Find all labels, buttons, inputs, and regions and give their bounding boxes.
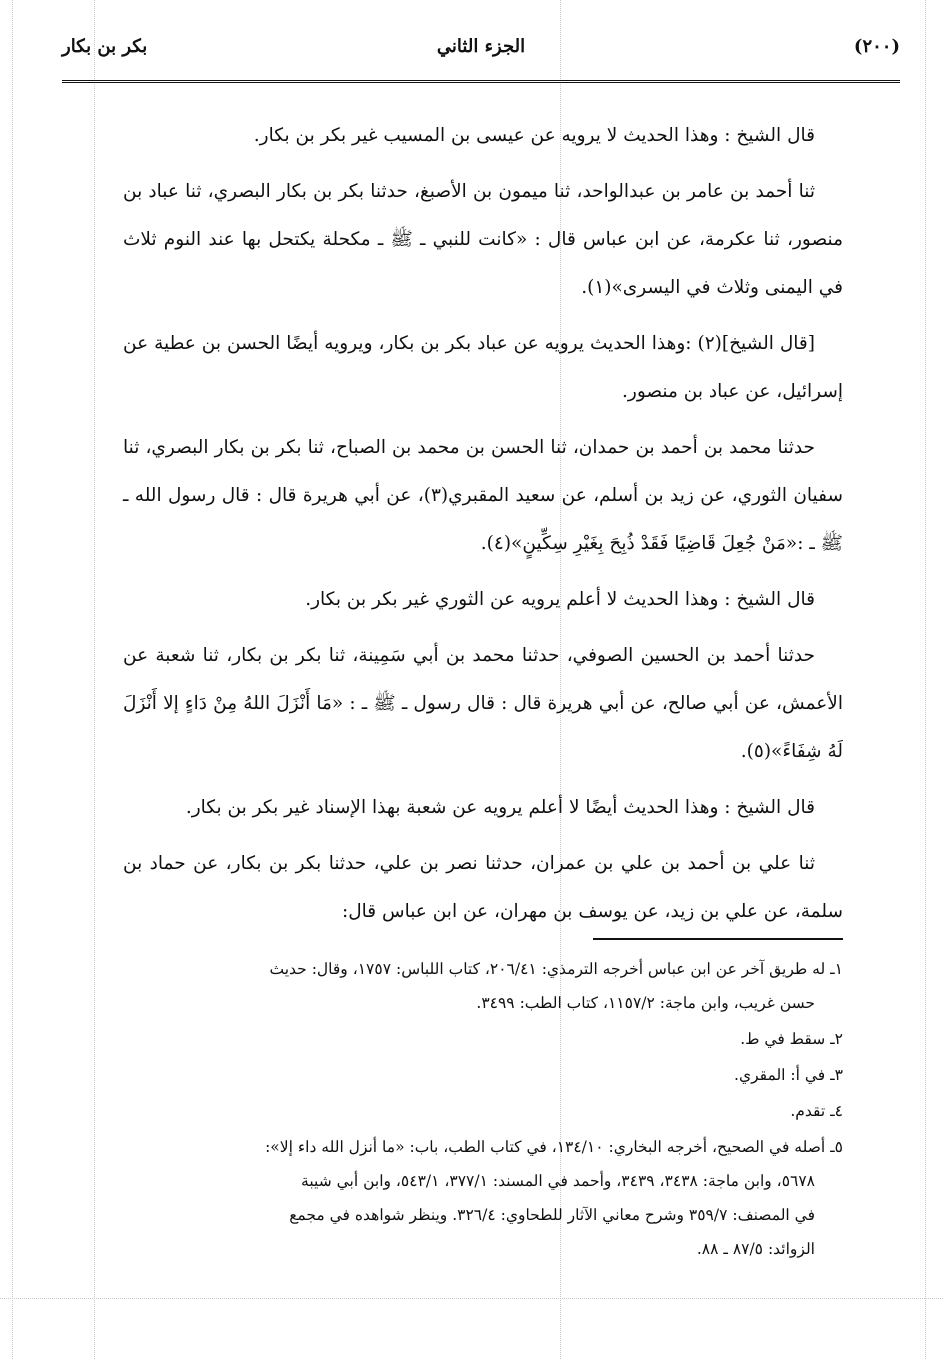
header-rule bbox=[62, 80, 900, 83]
footnote-text: ٥ـ أصله في الصحيح، أخرجه البخاري: ١٣٤/١٠، في كتاب الطب، باب: «ما أنزل الله داء إلا»: bbox=[265, 1138, 843, 1156]
footnote-5 bbox=[123, 1130, 843, 1266]
page-header bbox=[62, 32, 900, 76]
part-title: الجزء الثاني bbox=[436, 36, 526, 57]
scan-guide-line bbox=[94, 0, 95, 1359]
footnote-continuation: حسن غريب، وابن ماجة: ١١٥٧/٢، كتاب الطب: ٣٤٩٩. bbox=[476, 994, 815, 1012]
paragraph: قال الشيخ : وهذا الحديث لا أعلم يرويه عن الثوري غير بكر بن بكار. bbox=[305, 589, 815, 610]
footnote-text: ١ـ له طريق آخر عن ابن عباس أخرجه الترمذي: ٢٠٦/٤١، كتاب اللباس: ١٧٥٧، وقال: حديث bbox=[269, 960, 843, 978]
footnote-4 bbox=[123, 1094, 843, 1128]
footnote-separator bbox=[593, 938, 843, 940]
footnote-3 bbox=[123, 1058, 843, 1092]
paragraph: قال الشيخ : وهذا الحديث لا يرويه عن عيسى بن المسيب غير بكر بن بكار. bbox=[253, 125, 815, 146]
section-name: بكر بن بكار bbox=[62, 36, 148, 57]
footnote-text: ٢ـ سقط في ط. bbox=[740, 1030, 843, 1048]
scan-guide-line bbox=[0, 1298, 943, 1299]
paragraph: قال الشيخ : وهذا الحديث أيضًا لا أعلم يرويه عن شعبة بهذا الإسناد غير بكر بن بكار. bbox=[185, 797, 815, 818]
footnote-continuation: الزوائد: ٨٧/٥ ـ ٨٨. bbox=[696, 1240, 815, 1258]
footnote-text: ٣ـ في أ: المقري. bbox=[734, 1066, 843, 1084]
paragraph: [قال الشيخ](٢) :وهذا الحديث يرويه عن عباد بكر بن بكار، ويرويه أيضًا الحسن بن عطية عن إسرائيل، عن عباد بن منصور. bbox=[123, 333, 843, 402]
footnote-continuation: في المصنف: ٣٥٩/٧ وشرح معاني الآثار للطحاوي: ٣٢٦/٤. وينظر شواهده في مجمع bbox=[289, 1206, 815, 1224]
footnote-1 bbox=[123, 952, 843, 1020]
footnote-continuation: ٥٦٧٨، وابن ماجة: ٣٤٣٨، ٣٤٣٩، وأحمد في المسند: ٣٧٧/١، ٥٤٣/١، وابن أبي شيبة bbox=[301, 1172, 815, 1190]
scan-guide-line bbox=[925, 0, 926, 1359]
footnote-2 bbox=[123, 1022, 843, 1056]
main-text bbox=[123, 112, 843, 944]
scan-guide-line bbox=[12, 0, 13, 1359]
footnotes bbox=[123, 952, 843, 1268]
footnote-text: ٤ـ تقدم. bbox=[790, 1102, 843, 1120]
page-number: (٢٠٠) bbox=[853, 36, 900, 57]
paragraph: ثنا أحمد بن عامر بن عبدالواحد، ثنا ميمون بن الأصبغ، حدثنا بكر بن بكار البصري، ثنا عباد بن منصور، ثنا عكرمة، عن ابن عباس قال : «كانت للنبي ـ ﷺ ـ مكحلة يكتحل بها عند النوم ثلاث في اليمنى وثلاث في اليسرى»(١). bbox=[123, 181, 843, 298]
paragraph: حدثنا محمد بن أحمد بن حمدان، ثنا الحسن بن محمد بن الصباح، ثنا بكر بن بكار البصري، ثنا سفيان الثوري، عن زيد بن أسلم، عن سعيد المقبري(٣)، عن أبي هريرة قال : قال رسول الله ـ ﷺ ـ :«مَنْ جُعِلَ قَاضِيًا فَقَدْ ذُبِحَ بِغَيْرِ سِكِّينٍ»(٤). bbox=[123, 437, 843, 554]
paragraph: ثنا علي بن أحمد بن علي بن عمران، حدثنا نصر بن علي، حدثنا بكر بن بكار، عن حماد بن سلمة، عن علي بن زيد، عن يوسف بن مهران، عن ابن عباس قال: bbox=[123, 853, 843, 922]
paragraph: حدثنا أحمد بن الحسين الصوفي، حدثنا محمد بن أبي سَمِينة، ثنا بكر بن بكار، ثنا شعبة عن الأعمش، عن أبي صالح، عن أبي هريرة قال : قال رسول ـ ﷺ ـ : «مَا أَنْزَلَ اللهُ مِنْ دَاءٍ إلا أَنْزَلَ لَهُ شِفَاءً»(٥). bbox=[123, 645, 843, 762]
